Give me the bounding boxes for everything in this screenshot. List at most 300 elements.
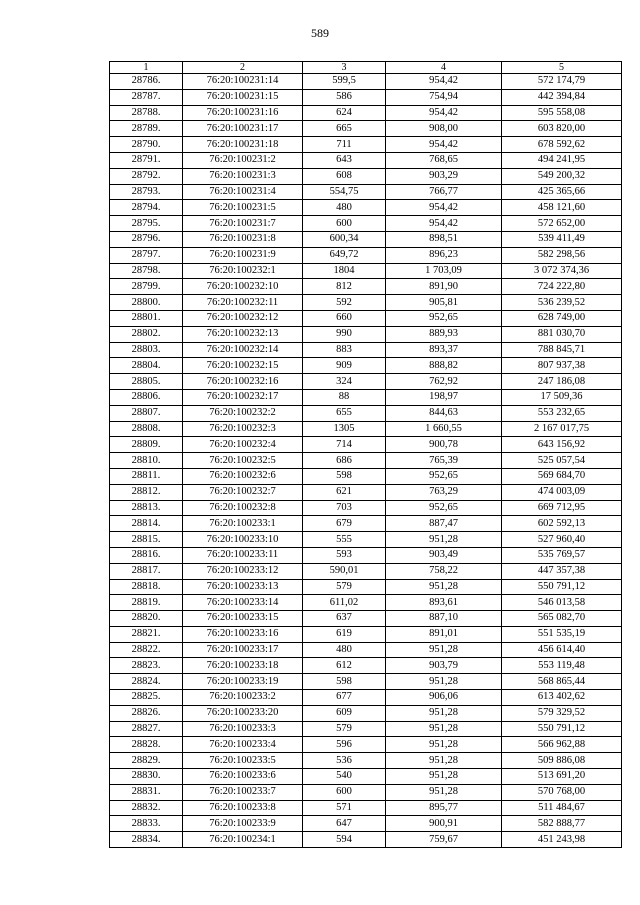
value-cell: 678 592,62 (502, 137, 622, 153)
area-cell: 909 (303, 358, 386, 374)
cadastral-number-cell: 76:20:100233:9 (183, 816, 303, 832)
column-header: 3 (303, 62, 386, 74)
table-row (110, 753, 622, 769)
cadastral-number-cell: 76:20:100232:10 (183, 279, 303, 295)
cadastral-number-cell: 76:20:100231:17 (183, 121, 303, 137)
value-cell: 582 298,56 (502, 247, 622, 263)
rate-cell: 951,28 (386, 579, 502, 595)
table-row (110, 405, 622, 421)
cadastral-number-cell: 76:20:100231:5 (183, 200, 303, 216)
area-cell: 655 (303, 405, 386, 421)
area-cell: 647 (303, 816, 386, 832)
rate-cell: 908,00 (386, 121, 502, 137)
area-cell: 600,34 (303, 231, 386, 247)
row-number-cell: 28811. (110, 468, 183, 484)
cadastral-number-cell: 76:20:100232:11 (183, 295, 303, 311)
cadastral-number-cell: 76:20:100233:2 (183, 690, 303, 706)
cadastral-number-cell: 76:20:100231:14 (183, 74, 303, 90)
area-cell: 596 (303, 737, 386, 753)
table-row (110, 532, 622, 548)
rate-cell: 887,47 (386, 516, 502, 532)
value-cell: 536 239,52 (502, 295, 622, 311)
value-cell: 603 820,00 (502, 121, 622, 137)
value-cell: 525 057,54 (502, 453, 622, 469)
rate-cell: 759,67 (386, 832, 502, 848)
rate-cell: 954,42 (386, 216, 502, 232)
area-cell: 665 (303, 121, 386, 137)
area-cell: 990 (303, 326, 386, 342)
area-cell: 619 (303, 626, 386, 642)
area-cell: 590,01 (303, 563, 386, 579)
table-row (110, 500, 622, 516)
value-cell: 550 791,12 (502, 579, 622, 595)
table-row (110, 784, 622, 800)
cadastral-number-cell: 76:20:100232:7 (183, 484, 303, 500)
rate-cell: 898,51 (386, 231, 502, 247)
table-row (110, 342, 622, 358)
cadastral-number-cell: 76:20:100232:1 (183, 263, 303, 279)
rate-cell: 951,28 (386, 721, 502, 737)
value-cell: 566 962,88 (502, 737, 622, 753)
area-cell: 594 (303, 832, 386, 848)
area-cell: 643 (303, 152, 386, 168)
cadastral-number-cell: 76:20:100232:4 (183, 437, 303, 453)
value-cell: 539 411,49 (502, 231, 622, 247)
table-row (110, 563, 622, 579)
table-row (110, 105, 622, 121)
row-number-cell: 28788. (110, 105, 183, 121)
cadastral-number-cell: 76:20:100232:13 (183, 326, 303, 342)
cadastral-number-cell: 76:20:100233:12 (183, 563, 303, 579)
rate-cell: 896,23 (386, 247, 502, 263)
rate-cell: 766,77 (386, 184, 502, 200)
rate-cell: 952,65 (386, 468, 502, 484)
area-cell: 555 (303, 532, 386, 548)
table-row (110, 737, 622, 753)
cadastral-number-cell: 76:20:100233:14 (183, 595, 303, 611)
table-header-row (110, 62, 622, 74)
rate-cell: 954,42 (386, 74, 502, 90)
rate-cell: 763,29 (386, 484, 502, 500)
area-cell: 480 (303, 642, 386, 658)
value-cell: 509 886,08 (502, 753, 622, 769)
row-number-cell: 28787. (110, 89, 183, 105)
rate-cell: 758,22 (386, 563, 502, 579)
area-cell: 599,5 (303, 74, 386, 90)
area-cell: 88 (303, 389, 386, 405)
cadastral-number-cell: 76:20:100231:16 (183, 105, 303, 121)
cadastral-number-cell: 76:20:100233:7 (183, 784, 303, 800)
area-cell: 554,75 (303, 184, 386, 200)
cadastral-number-cell: 76:20:100233:15 (183, 611, 303, 627)
row-number-cell: 28792. (110, 168, 183, 184)
area-cell: 637 (303, 611, 386, 627)
row-number-cell: 28801. (110, 310, 183, 326)
area-cell: 624 (303, 105, 386, 121)
table-row (110, 295, 622, 311)
cadastral-number-cell: 76:20:100233:1 (183, 516, 303, 532)
row-number-cell: 28826. (110, 705, 183, 721)
value-cell: 442 394,84 (502, 89, 622, 105)
area-cell: 649,72 (303, 247, 386, 263)
area-cell: 540 (303, 769, 386, 785)
value-cell: 546 013,58 (502, 595, 622, 611)
cadastral-number-cell: 76:20:100233:13 (183, 579, 303, 595)
value-cell: 535 769,57 (502, 547, 622, 563)
table-row (110, 721, 622, 737)
rate-cell: 903,49 (386, 547, 502, 563)
value-cell: 553 232,65 (502, 405, 622, 421)
cadastral-number-cell: 76:20:100232:6 (183, 468, 303, 484)
cadastral-number-cell: 76:20:100233:20 (183, 705, 303, 721)
row-number-cell: 28817. (110, 563, 183, 579)
value-cell: 549 200,32 (502, 168, 622, 184)
rate-cell: 954,42 (386, 200, 502, 216)
area-cell: 598 (303, 674, 386, 690)
row-number-cell: 28832. (110, 800, 183, 816)
row-number-cell: 28828. (110, 737, 183, 753)
value-cell: 451 243,98 (502, 832, 622, 848)
row-number-cell: 28825. (110, 690, 183, 706)
rate-cell: 765,39 (386, 453, 502, 469)
table-row (110, 800, 622, 816)
table-row (110, 389, 622, 405)
row-number-cell: 28830. (110, 769, 183, 785)
area-cell: 1804 (303, 263, 386, 279)
cadastral-number-cell: 76:20:100231:9 (183, 247, 303, 263)
area-cell: 324 (303, 374, 386, 390)
row-number-cell: 28793. (110, 184, 183, 200)
row-number-cell: 28803. (110, 342, 183, 358)
value-cell: 2 167 017,75 (502, 421, 622, 437)
rate-cell: 951,28 (386, 532, 502, 548)
value-cell: 568 865,44 (502, 674, 622, 690)
cadastral-number-cell: 76:20:100233:6 (183, 769, 303, 785)
value-cell: 724 222,80 (502, 279, 622, 295)
column-header: 5 (502, 62, 622, 74)
table-row (110, 231, 622, 247)
table-row (110, 437, 622, 453)
value-cell: 595 558,08 (502, 105, 622, 121)
row-number-cell: 28804. (110, 358, 183, 374)
value-cell: 511 484,67 (502, 800, 622, 816)
table-row (110, 690, 622, 706)
value-cell: 3 072 374,36 (502, 263, 622, 279)
rate-cell: 903,29 (386, 168, 502, 184)
rate-cell: 768,65 (386, 152, 502, 168)
value-cell: 553 119,48 (502, 658, 622, 674)
value-cell: 570 768,00 (502, 784, 622, 800)
value-cell: 447 357,38 (502, 563, 622, 579)
area-cell: 600 (303, 784, 386, 800)
row-number-cell: 28831. (110, 784, 183, 800)
value-cell: 565 082,70 (502, 611, 622, 627)
rate-cell: 954,42 (386, 137, 502, 153)
area-cell: 579 (303, 721, 386, 737)
cadastral-number-cell: 76:20:100231:15 (183, 89, 303, 105)
cadastral-number-cell: 76:20:100231:3 (183, 168, 303, 184)
rate-cell: 762,92 (386, 374, 502, 390)
row-number-cell: 28805. (110, 374, 183, 390)
cadastral-number-cell: 76:20:100232:12 (183, 310, 303, 326)
area-cell: 703 (303, 500, 386, 516)
rate-cell: 888,82 (386, 358, 502, 374)
row-number-cell: 28822. (110, 642, 183, 658)
row-number-cell: 28821. (110, 626, 183, 642)
cadastral-number-cell: 76:20:100233:17 (183, 642, 303, 658)
value-cell: 602 592,13 (502, 516, 622, 532)
row-number-cell: 28816. (110, 547, 183, 563)
cadastral-number-cell: 76:20:100232:16 (183, 374, 303, 390)
table-row (110, 547, 622, 563)
row-number-cell: 28799. (110, 279, 183, 295)
rate-cell: 951,28 (386, 784, 502, 800)
table-row (110, 484, 622, 500)
cadastral-number-cell: 76:20:100231:18 (183, 137, 303, 153)
table-row (110, 152, 622, 168)
area-cell: 609 (303, 705, 386, 721)
rate-cell: 951,28 (386, 642, 502, 658)
area-cell: 592 (303, 295, 386, 311)
rate-cell: 198,97 (386, 389, 502, 405)
value-cell: 579 329,52 (502, 705, 622, 721)
row-number-cell: 28796. (110, 231, 183, 247)
value-cell: 669 712,95 (502, 500, 622, 516)
cadastral-number-cell: 76:20:100233:4 (183, 737, 303, 753)
cadastral-number-cell: 76:20:100234:1 (183, 832, 303, 848)
table-row (110, 168, 622, 184)
rate-cell: 951,28 (386, 674, 502, 690)
row-number-cell: 28808. (110, 421, 183, 437)
value-cell: 247 186,08 (502, 374, 622, 390)
area-cell: 812 (303, 279, 386, 295)
table-row (110, 184, 622, 200)
table-row (110, 626, 622, 642)
row-number-cell: 28823. (110, 658, 183, 674)
cadastral-number-cell: 76:20:100232:15 (183, 358, 303, 374)
area-cell: 679 (303, 516, 386, 532)
row-number-cell: 28833. (110, 816, 183, 832)
row-number-cell: 28824. (110, 674, 183, 690)
row-number-cell: 28789. (110, 121, 183, 137)
area-cell: 598 (303, 468, 386, 484)
row-number-cell: 28815. (110, 532, 183, 548)
row-number-cell: 28820. (110, 611, 183, 627)
table-row (110, 74, 622, 90)
table-row (110, 247, 622, 263)
row-number-cell: 28791. (110, 152, 183, 168)
area-cell: 612 (303, 658, 386, 674)
area-cell: 714 (303, 437, 386, 453)
area-cell: 660 (303, 310, 386, 326)
area-cell: 611,02 (303, 595, 386, 611)
cadastral-number-cell: 76:20:100232:3 (183, 421, 303, 437)
row-number-cell: 28814. (110, 516, 183, 532)
table-row (110, 310, 622, 326)
table-row (110, 595, 622, 611)
rate-cell: 893,37 (386, 342, 502, 358)
value-cell: 613 402,62 (502, 690, 622, 706)
column-header: 1 (110, 62, 183, 74)
rate-cell: 891,01 (386, 626, 502, 642)
area-cell: 480 (303, 200, 386, 216)
rate-cell: 889,93 (386, 326, 502, 342)
cadastral-number-cell: 76:20:100233:5 (183, 753, 303, 769)
table-row (110, 674, 622, 690)
rate-cell: 900,91 (386, 816, 502, 832)
cadastral-number-cell: 76:20:100231:2 (183, 152, 303, 168)
table-row (110, 121, 622, 137)
value-cell: 550 791,12 (502, 721, 622, 737)
table-row (110, 200, 622, 216)
table-row (110, 658, 622, 674)
value-cell: 643 156,92 (502, 437, 622, 453)
value-cell: 513 691,20 (502, 769, 622, 785)
area-cell: 677 (303, 690, 386, 706)
value-cell: 628 749,00 (502, 310, 622, 326)
rate-cell: 844,63 (386, 405, 502, 421)
table-row (110, 642, 622, 658)
area-cell: 600 (303, 216, 386, 232)
cadastral-number-cell: 76:20:100233:16 (183, 626, 303, 642)
rate-cell: 1 703,09 (386, 263, 502, 279)
row-number-cell: 28802. (110, 326, 183, 342)
value-cell: 582 888,77 (502, 816, 622, 832)
rate-cell: 951,28 (386, 705, 502, 721)
table-row (110, 453, 622, 469)
rate-cell: 1 660,55 (386, 421, 502, 437)
value-cell: 17 509,36 (502, 389, 622, 405)
table-row (110, 769, 622, 785)
row-number-cell: 28810. (110, 453, 183, 469)
row-number-cell: 28807. (110, 405, 183, 421)
rate-cell: 895,77 (386, 800, 502, 816)
row-number-cell: 28786. (110, 74, 183, 90)
value-cell: 425 365,66 (502, 184, 622, 200)
cadastral-number-cell: 76:20:100232:2 (183, 405, 303, 421)
area-cell: 593 (303, 547, 386, 563)
cadastral-number-cell: 76:20:100233:3 (183, 721, 303, 737)
cadastral-number-cell: 76:20:100232:17 (183, 389, 303, 405)
cadastral-number-cell: 76:20:100233:18 (183, 658, 303, 674)
rate-cell: 951,28 (386, 737, 502, 753)
value-cell: 572 652,00 (502, 216, 622, 232)
row-number-cell: 28790. (110, 137, 183, 153)
value-cell: 458 121,60 (502, 200, 622, 216)
value-cell: 494 241,95 (502, 152, 622, 168)
table-row (110, 374, 622, 390)
table-row (110, 89, 622, 105)
cadastral-number-cell: 76:20:100232:14 (183, 342, 303, 358)
rate-cell: 903,79 (386, 658, 502, 674)
rate-cell: 893,61 (386, 595, 502, 611)
table-row (110, 421, 622, 437)
table-row (110, 705, 622, 721)
row-number-cell: 28800. (110, 295, 183, 311)
value-cell: 474 003,09 (502, 484, 622, 500)
rate-cell: 952,65 (386, 500, 502, 516)
table-row (110, 216, 622, 232)
page-number: 589 (311, 26, 329, 40)
table-row (110, 816, 622, 832)
area-cell: 608 (303, 168, 386, 184)
data-table (109, 61, 622, 848)
cadastral-number-cell: 76:20:100232:5 (183, 453, 303, 469)
row-number-cell: 28813. (110, 500, 183, 516)
cadastral-number-cell: 76:20:100233:11 (183, 547, 303, 563)
row-number-cell: 28819. (110, 595, 183, 611)
rate-cell: 900,78 (386, 437, 502, 453)
area-cell: 579 (303, 579, 386, 595)
value-cell: 569 684,70 (502, 468, 622, 484)
rate-cell: 954,42 (386, 105, 502, 121)
area-cell: 536 (303, 753, 386, 769)
cadastral-number-cell: 76:20:100231:7 (183, 216, 303, 232)
value-cell: 788 845,71 (502, 342, 622, 358)
row-number-cell: 28827. (110, 721, 183, 737)
area-cell: 586 (303, 89, 386, 105)
value-cell: 527 960,40 (502, 532, 622, 548)
table-row (110, 137, 622, 153)
row-number-cell: 28798. (110, 263, 183, 279)
row-number-cell: 28812. (110, 484, 183, 500)
rate-cell: 952,65 (386, 310, 502, 326)
column-header: 2 (183, 62, 303, 74)
area-cell: 711 (303, 137, 386, 153)
area-cell: 621 (303, 484, 386, 500)
row-number-cell: 28809. (110, 437, 183, 453)
rate-cell: 887,10 (386, 611, 502, 627)
cadastral-number-cell: 76:20:100233:8 (183, 800, 303, 816)
area-cell: 686 (303, 453, 386, 469)
table-row (110, 279, 622, 295)
table-row (110, 468, 622, 484)
row-number-cell: 28795. (110, 216, 183, 232)
cadastral-number-cell: 76:20:100231:8 (183, 231, 303, 247)
value-cell: 881 030,70 (502, 326, 622, 342)
table-row (110, 358, 622, 374)
cadastral-number-cell: 76:20:100232:8 (183, 500, 303, 516)
rate-cell: 906,06 (386, 690, 502, 706)
table-row (110, 263, 622, 279)
rate-cell: 951,28 (386, 769, 502, 785)
table-row (110, 326, 622, 342)
table-body (110, 74, 622, 848)
row-number-cell: 28794. (110, 200, 183, 216)
row-number-cell: 28806. (110, 389, 183, 405)
table-row (110, 579, 622, 595)
area-cell: 883 (303, 342, 386, 358)
cadastral-number-cell: 76:20:100231:4 (183, 184, 303, 200)
row-number-cell: 28818. (110, 579, 183, 595)
value-cell: 551 535,19 (502, 626, 622, 642)
cadastral-number-cell: 76:20:100233:10 (183, 532, 303, 548)
cadastral-number-cell: 76:20:100233:19 (183, 674, 303, 690)
table-row (110, 516, 622, 532)
area-cell: 1305 (303, 421, 386, 437)
rate-cell: 905,81 (386, 295, 502, 311)
rate-cell: 754,94 (386, 89, 502, 105)
rate-cell: 891,90 (386, 279, 502, 295)
table-row (110, 611, 622, 627)
value-cell: 807 937,38 (502, 358, 622, 374)
row-number-cell: 28797. (110, 247, 183, 263)
row-number-cell: 28834. (110, 832, 183, 848)
value-cell: 456 614,40 (502, 642, 622, 658)
area-cell: 571 (303, 800, 386, 816)
column-header: 4 (386, 62, 502, 74)
row-number-cell: 28829. (110, 753, 183, 769)
